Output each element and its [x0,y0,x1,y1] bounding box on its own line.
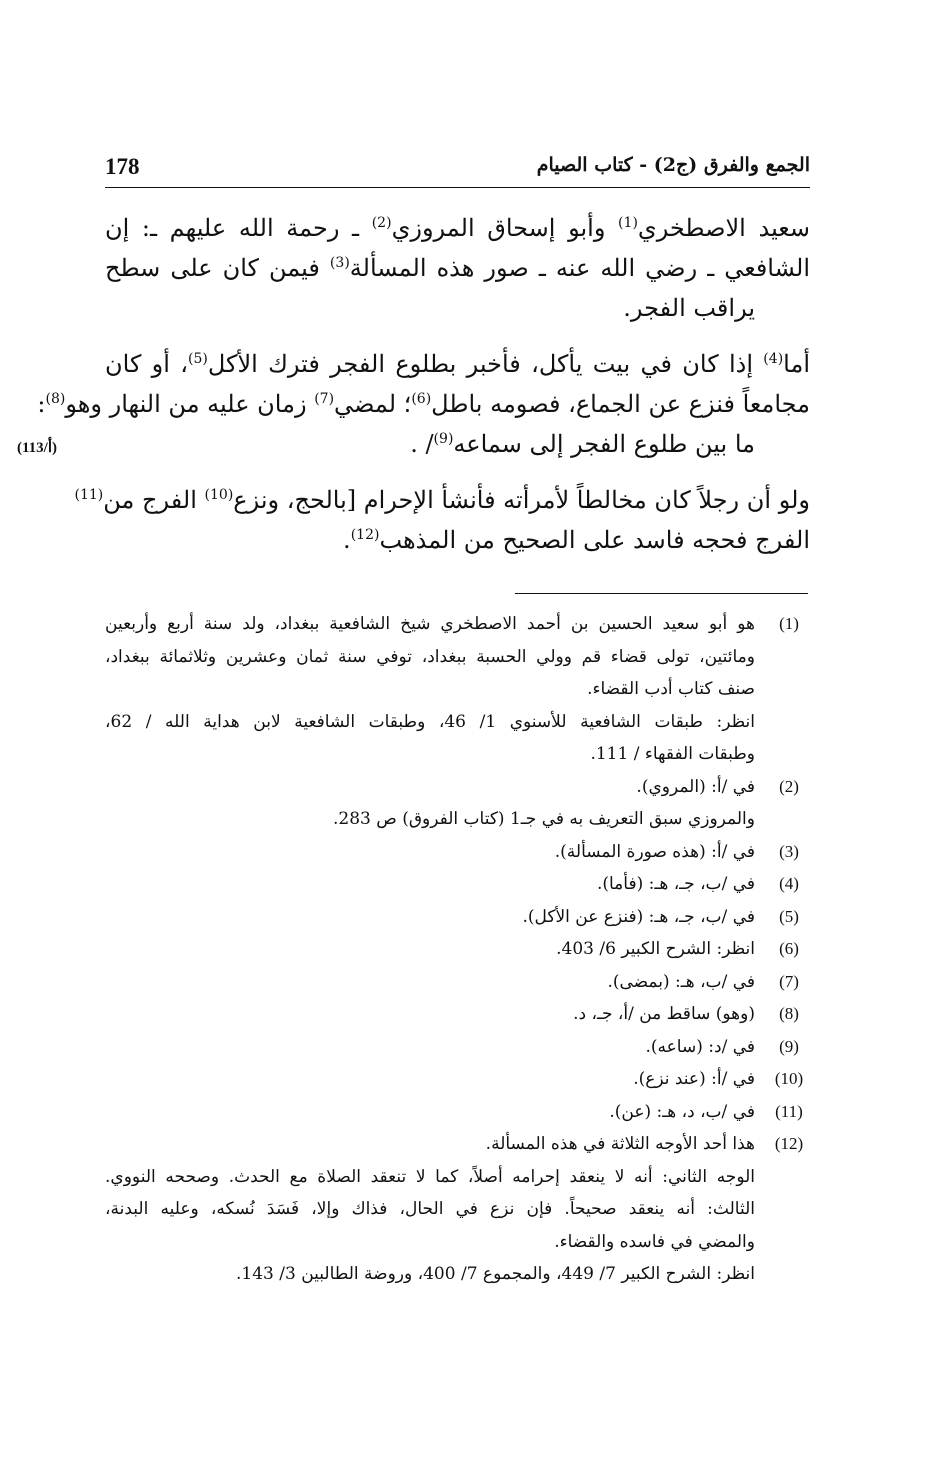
paragraph-2 [17,344,810,464]
footnote-line: في /ب، جـ، هـ: (فأما). [596,874,755,894]
footnote-line: (وهو) ساقط من /أ، جـ، د. [573,1004,755,1024]
footnote-line: في /أ: (عند نزع). [633,1069,755,1089]
footnote-1 [105,608,810,771]
footnote-10 [105,1063,810,1096]
manuscript-folio-marker: (113/أ) [17,440,58,456]
footnote-number: (4) [779,874,799,893]
footnote-reference: (3) [329,255,350,271]
footnote-reference: (10) [204,487,234,503]
footnote-line: في /ب، د، هـ: (عن). [609,1101,755,1122]
paragraph-1 [105,208,810,328]
footnote-reference: (2) [371,215,392,231]
footnote-line: ومائتين، تولى قضاء قم وولي الحسبة ببغداد، توفي سنة ثمان وعشرين وثلاثمائة ببغداد، [105,646,755,667]
footnote-number: (9) [779,1036,799,1056]
footnote-number: (6) [779,939,799,958]
page-header [105,150,810,190]
main-text [17,208,811,576]
text-line: الشافعي ـ رضي الله عنه ـ صور هذه المسألة$^{(3)}$ فيمن كان على سطح [105,254,811,282]
text-line: أما$^{(4)}$ إذا كان في بيت يأكل، فأخبر بطلوع الفجر فترك الأكل$^{(5)}$، أو كان [105,350,810,378]
footnote-reference: (11) [74,487,104,503]
text-line: ولو أن رجلاً كان مخالطاً لأمرأته فأنشأ الإحرام [بالحج، ونزع$^{(10)}$ الفرج من$^{(11)}$ [74,486,810,514]
footnote-line: في /ب، جـ، هـ: (فنزع عن الأكل). [522,906,755,927]
header-rule [105,187,810,188]
footnotes [105,608,810,1291]
footnote-number: (10) [774,1069,804,1088]
footnote-reference: (4) [763,351,784,367]
footnote-line: وطبقات الفقهاء / 111. [590,744,755,764]
footnote-line: انظر: الشرح الكبير 7/ 449، والمجموع 7/ 400، وروضة الطالبين 3/ 143. [235,1264,755,1284]
footnote-reference: (5) [187,351,208,367]
footnote-number: (7) [779,971,799,991]
footnote-7 [105,966,810,999]
footnote-number: (11) [775,1101,803,1121]
text-line: سعيد الاصطخري$^{(1)}$ وأبو إسحاق المروزي$^{(2)}$ ـ رحمة الله عليهم ـ: إن [105,214,810,242]
footnote-line: في /أ: (المروي). [636,776,755,797]
footnote-reference: (9) [433,431,454,447]
footnote-separator [515,593,808,594]
footnote-8 [105,998,810,1031]
footnote-line: الثالث: أنه ينعقد صحيحاً. فإن نزع في الحال، فذاك وإلا، فَسَدَ نُسكه، وعليه البدنة، [105,1199,755,1219]
footnote-reference: (1) [618,215,638,231]
footnote-12 [105,1128,810,1291]
footnote-line: هذا أحد الأوجه الثلاثة في هذه المسألة. [485,1134,755,1154]
text-line: الفرج فحجه فاسد على الصحيح من المذهب$^{(12)}$. [343,526,810,554]
footnote-reference: (12) [350,527,380,543]
footnote-number: (3) [779,841,799,861]
footnote-reference: (7) [314,391,335,407]
footnote-line: انظر: طبقات الشافعية للأسنوي 1/ 46، وطبقات الشافعية لابن هداية الله / 62، [105,711,756,732]
footnote-3 [105,836,810,869]
running-head: الجمع والفرق (ج2) - كتاب الصيام [536,154,810,176]
footnote-number: (5) [779,906,799,926]
footnote-2 [105,771,810,836]
footnote-line: في /أ: (هذه صورة المسألة). [554,841,755,862]
footnote-6 [105,933,810,966]
footnote-line: والمروزي سبق التعريف به في جـ1 (كتاب الفروق) ص 283. [332,809,755,829]
page-number: 178 [105,154,140,179]
footnote-line: انظر: الشرح الكبير 6/ 403. [556,939,755,959]
footnote-line: في /د: (ساعه). [645,1036,755,1057]
footnote-line: الوجه الثاني: أنه لا ينعقد إحرامه أصلاً، كما لا تنعقد الصلاة مع الحدث. وصححه النووي. [105,1166,755,1187]
footnote-11 [105,1096,810,1129]
footnote-4 [105,868,810,901]
paragraph-3 [74,480,810,560]
text-line: ما بين طلوع الفجر إلى سماعه$^{(9)}$/ . [410,430,755,458]
footnote-number: (8) [779,1004,799,1023]
footnote-number: (1) [779,614,799,633]
footnote-9 [105,1031,810,1064]
text-line: مجامعاً فنزع عن الجماع، فصومه باطل$^{(6)}$؛ لمضي$^{(7)}$ زمان عليه من النهار وهو$^{(8)}$: [37,390,810,418]
footnote-line: صنف كتاب أدب القضاء. [587,679,755,699]
footnote-line: هو أبو سعيد الحسين بن أحمد الاصطخري شيخ الشافعية ببغداد، ولد سنة أربع وأربعين [105,614,755,634]
footnote-number: (12) [774,1134,804,1153]
footnote-line: في /ب، هـ: (بمضى). [607,971,755,992]
footnote-line: والمضي في فاسده والقضاء. [554,1231,755,1252]
footnote-5 [105,901,810,934]
footnote-reference: (6) [411,391,432,407]
text-line: يراقب الفجر. [623,294,755,322]
footnote-number: (2) [779,776,799,796]
footnote-reference: (8) [45,391,66,407]
